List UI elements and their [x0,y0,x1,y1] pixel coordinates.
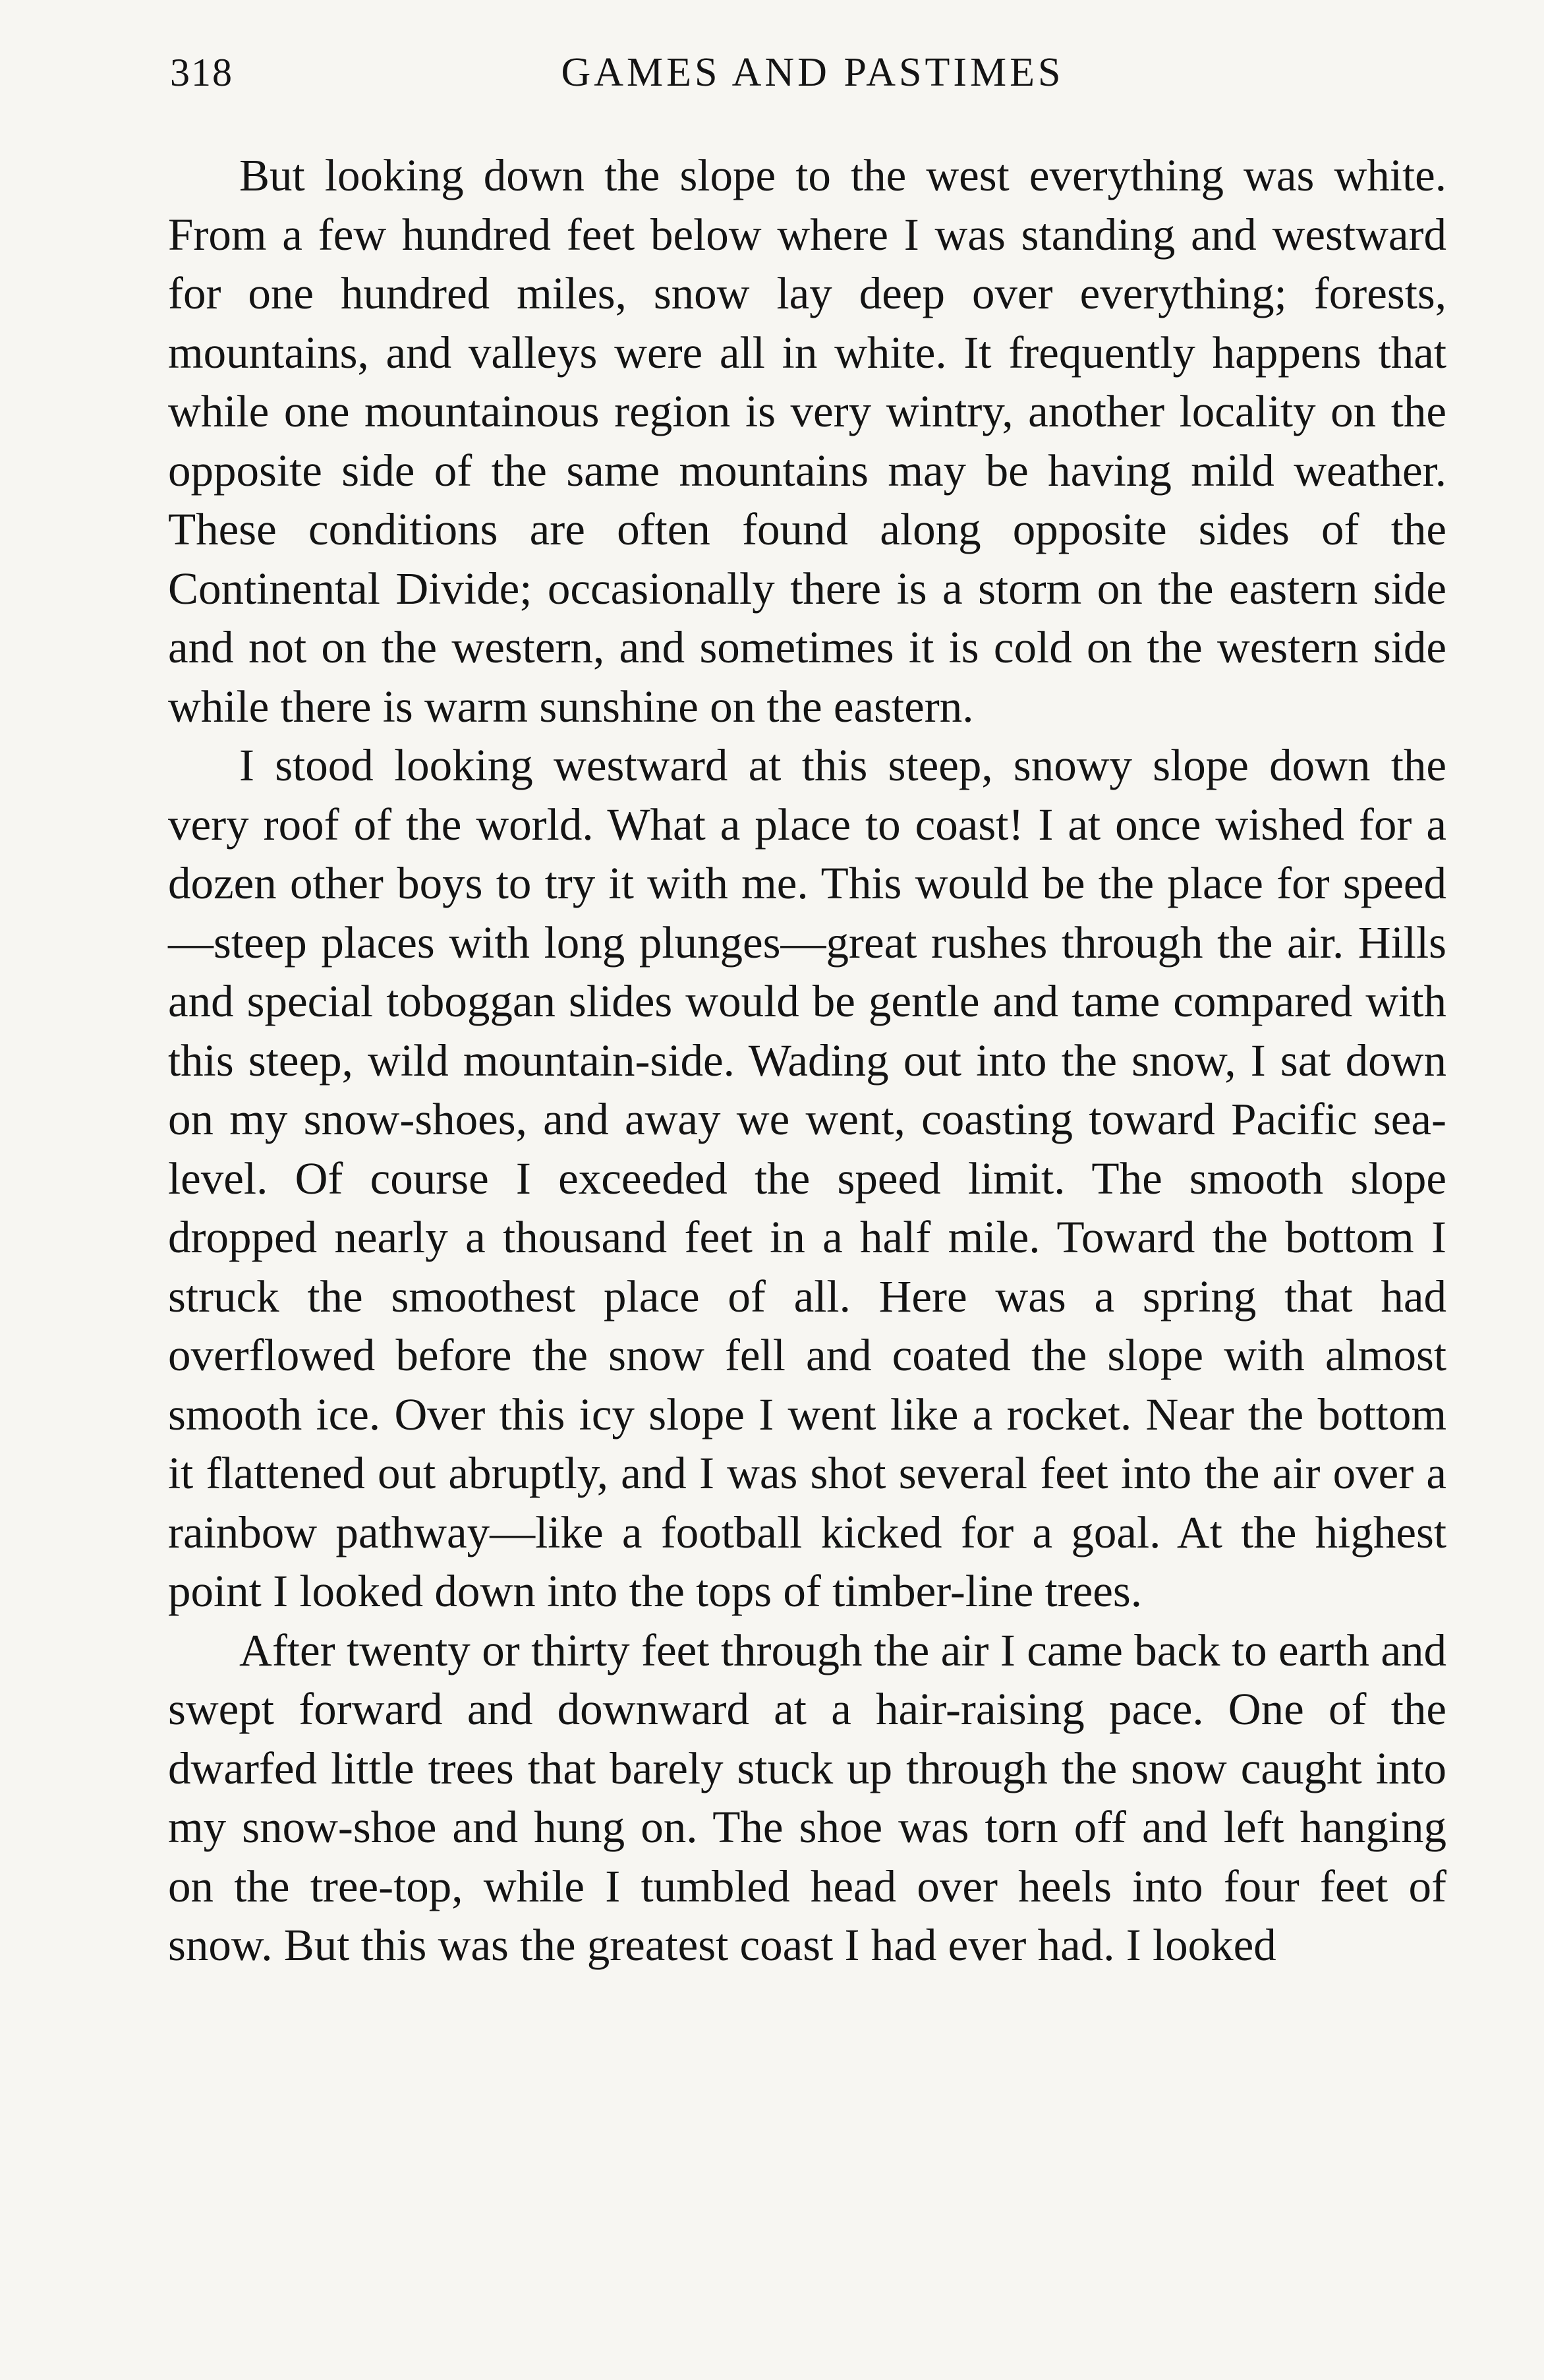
page-header [170,33,1455,112]
page-number: 318 [170,51,233,94]
paragraph-2: I stood looking westward at this steep, snowy slope down the very roof of the world. What a place to coast! I at once wished for a dozen other boys to try it with me. This would be the place for speed—steep places with long plunges—great rushes through the air. Hills and special toboggan slides would be gentle and tame compared with this steep, wild mountain-side. Wading out into the snow, I sat down on my snow-shoes, and away we went, coasting toward Pacific sea-level. Of course I exceeded the speed limit. The smooth slope dropped nearly a thousand feet in a half mile. Toward the bottom I struck the smoothest place of all. Here was a spring that had overflowed before the snow fell and coated the slope with almost smooth ice. Over this icy slope I went like a rocket. Near the bottom it flattened out abruptly, and I was shot several feet into the air over a rainbow pathway—like a football kicked for a goal. At the highest point I looked down into the tops of timber-line trees. [168,740,1446,1616]
paragraph-1: But looking down the slope to the west everything was white. From a few hundred feet below where I was standing and westward for one hundred miles, snow lay deep over everything; forests, mountains, and valleys were all in white. It frequently happens that while one mountainous region is very wintry, another locality on the opposite side of the same mountains may be having mild weather. These conditions are often found along opposite sides of the Continental Divide; occasionally there is a storm on the eastern side and not on the western, and sometimes it is cold on the western side while there is warm sunshine on the eastern. [168,150,1446,732]
paragraph-3: After twenty or thirty feet through the air I came back to earth and swept forward and downward at a hair-raising pace. One of the dwarfed little trees that barely stuck up through the snow caught into my snow-shoe and hung on. The shoe was torn off and left hanging on the tree-top, while I tumbled head over heels into four feet of snow. But this was the greatest coast I had ever had. I looked [168,1625,1446,1970]
running-head: GAMES AND PASTIMES [561,50,1064,95]
body-text [168,146,1446,1975]
